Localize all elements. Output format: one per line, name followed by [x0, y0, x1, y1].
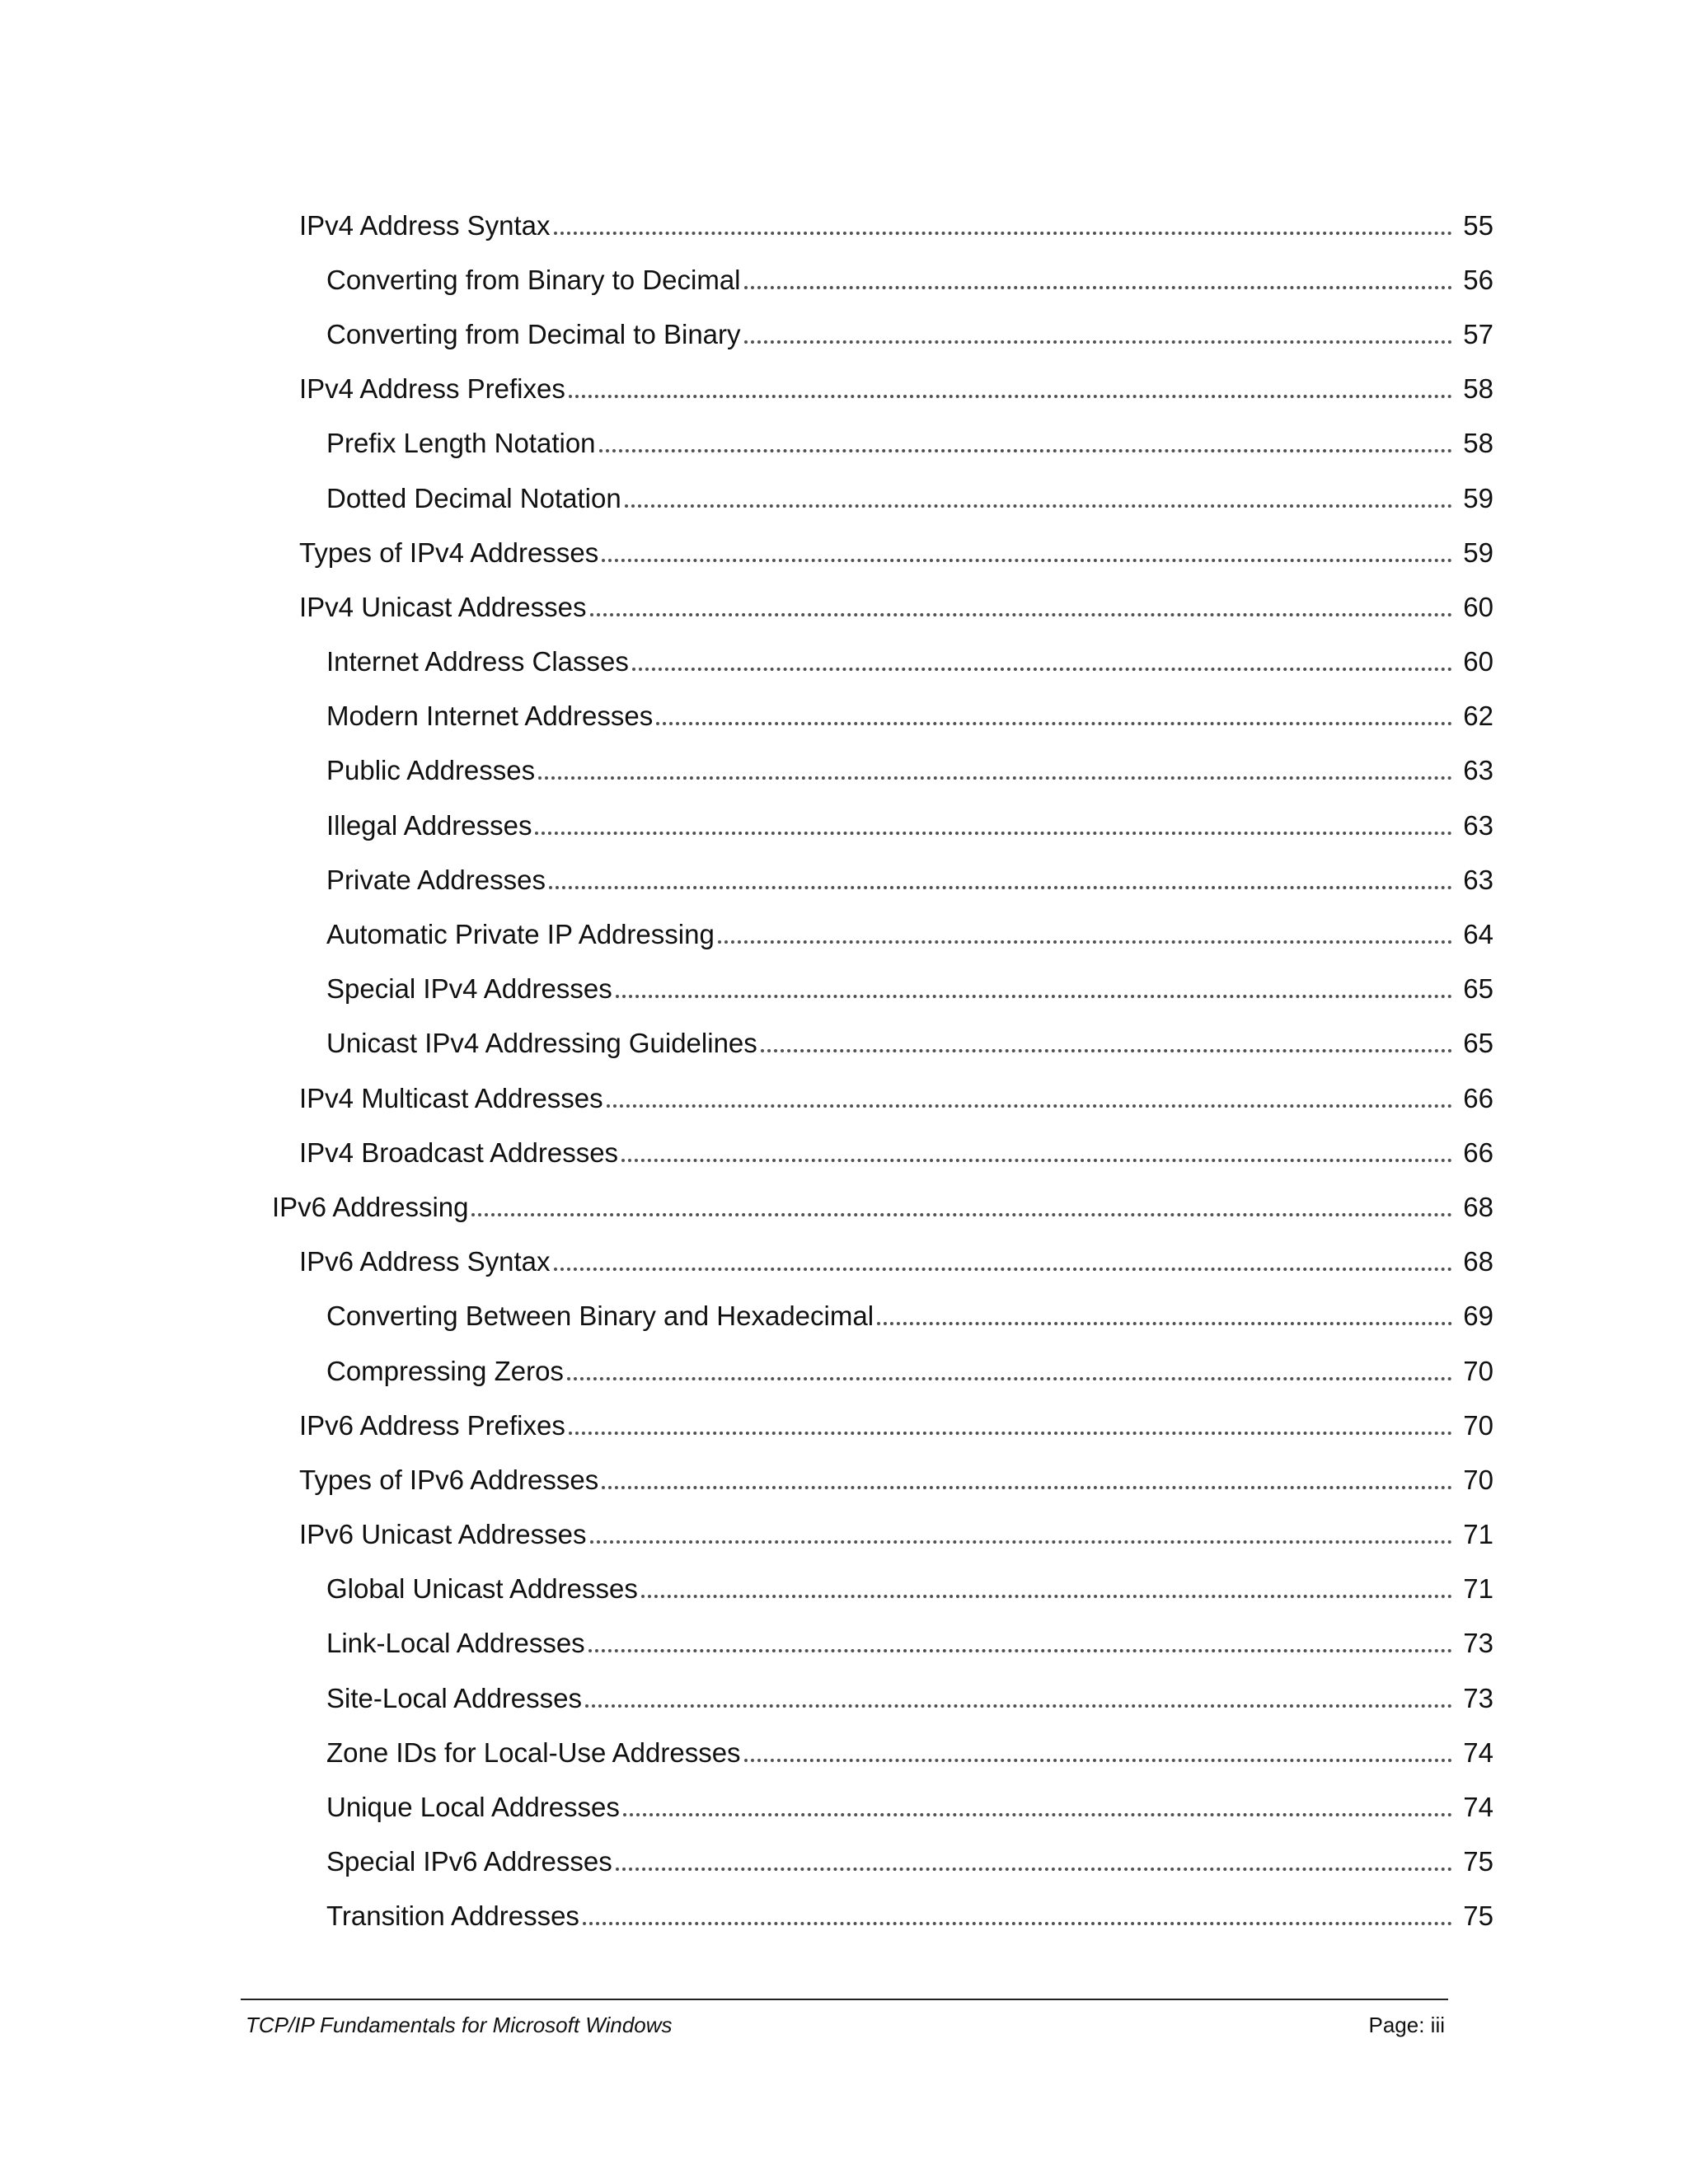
- toc-dot-leader: [625, 504, 1452, 508]
- toc-dot-leader: [621, 1158, 1452, 1162]
- toc-entry-page: 75: [1452, 1902, 1493, 1929]
- footer-page-number: Page: iii: [1368, 2013, 1445, 2037]
- toc-entry-page: 68: [1452, 1248, 1493, 1275]
- toc-entry-title: Private Addresses: [326, 866, 549, 893]
- toc-entry-title: Automatic Private IP Addressing: [326, 921, 718, 948]
- toc-entry-page: 73: [1452, 1629, 1493, 1657]
- toc-dot-leader: [569, 394, 1452, 398]
- toc-entry-page: 66: [1452, 1085, 1493, 1112]
- toc-dot-leader: [583, 1921, 1452, 1925]
- toc-entry-title: Global Unicast Addresses: [326, 1575, 641, 1602]
- toc-entry-page: 68: [1452, 1193, 1493, 1221]
- toc-entry[interactable]: [272, 252, 1493, 307]
- table-of-contents: [272, 198, 1493, 1943]
- toc-entry-page: 64: [1452, 921, 1493, 948]
- toc-entry-title: Modern Internet Addresses: [326, 702, 656, 729]
- toc-entry[interactable]: [272, 1071, 1493, 1125]
- toc-entry[interactable]: [272, 907, 1493, 961]
- toc-entry[interactable]: [272, 1779, 1493, 1834]
- toc-entry-page: 56: [1452, 266, 1493, 293]
- toc-entry-page: 70: [1452, 1466, 1493, 1493]
- toc-entry-title: Site-Local Addresses: [326, 1685, 585, 1712]
- toc-entry-title: IPv4 Address Prefixes: [299, 375, 569, 402]
- toc-dot-leader: [554, 231, 1453, 235]
- toc-entry-page: 59: [1452, 485, 1493, 512]
- toc-entry-page: 70: [1452, 1357, 1493, 1385]
- toc-entry-title: Types of IPv6 Addresses: [299, 1466, 602, 1493]
- toc-entry-page: 58: [1452, 429, 1493, 457]
- toc-entry-title: IPv6 Addressing: [272, 1193, 471, 1221]
- toc-entry[interactable]: [272, 1835, 1493, 1889]
- toc-entry[interactable]: [272, 1725, 1493, 1779]
- toc-dot-leader: [590, 612, 1453, 616]
- toc-entry[interactable]: [272, 525, 1493, 579]
- toc-dot-leader: [744, 340, 1452, 344]
- toc-entry-title: Link-Local Addresses: [326, 1629, 588, 1657]
- toc-entry-title: Compressing Zeros: [326, 1357, 567, 1385]
- toc-entry[interactable]: [272, 1016, 1493, 1071]
- toc-entry-page: 71: [1452, 1575, 1493, 1602]
- toc-dot-leader: [607, 1104, 1452, 1108]
- toc-dot-leader: [744, 285, 1452, 289]
- toc-entry-title: Zone IDs for Local-Use Addresses: [326, 1739, 744, 1766]
- toc-entry[interactable]: [272, 1616, 1493, 1671]
- toc-entry-page: 74: [1452, 1739, 1493, 1766]
- toc-entry-page: 60: [1452, 593, 1493, 621]
- toc-entry-title: IPv6 Unicast Addresses: [299, 1521, 590, 1548]
- toc-entry-page: 75: [1452, 1848, 1493, 1875]
- toc-entry-title: IPv6 Address Prefixes: [299, 1412, 569, 1439]
- toc-entry-title: Dotted Decimal Notation: [326, 485, 625, 512]
- toc-dot-leader: [554, 1267, 1453, 1271]
- toc-entry-page: 62: [1452, 702, 1493, 729]
- toc-entry-page: 58: [1452, 375, 1493, 402]
- toc-entry-title: Illegal Addresses: [326, 812, 535, 839]
- toc-entry-title: Unique Local Addresses: [326, 1793, 623, 1821]
- toc-dot-leader: [471, 1212, 1452, 1216]
- toc-entry[interactable]: [272, 1889, 1493, 1943]
- toc-entry-page: 70: [1452, 1412, 1493, 1439]
- toc-entry-title: IPv6 Address Syntax: [299, 1248, 554, 1275]
- toc-entry-page: 55: [1452, 212, 1493, 239]
- toc-dot-leader: [588, 1648, 1452, 1652]
- toc-entry[interactable]: [272, 962, 1493, 1016]
- toc-entry-title: Special IPv6 Addresses: [326, 1848, 616, 1875]
- toc-dot-leader: [535, 831, 1452, 835]
- toc-dot-leader: [877, 1321, 1452, 1325]
- toc-entry-page: 57: [1452, 321, 1493, 348]
- toc-entry-page: 59: [1452, 539, 1493, 566]
- toc-entry-title: IPv4 Broadcast Addresses: [299, 1139, 621, 1166]
- toc-entry[interactable]: [272, 798, 1493, 852]
- toc-entry-page: 63: [1452, 812, 1493, 839]
- toc-entry[interactable]: [272, 307, 1493, 361]
- toc-entry-title: Converting from Decimal to Binary: [326, 321, 744, 348]
- toc-entry-page: 66: [1452, 1139, 1493, 1166]
- toc-entry-title: Special IPv4 Addresses: [326, 975, 616, 1002]
- toc-dot-leader: [623, 1812, 1452, 1816]
- toc-entry[interactable]: [272, 743, 1493, 798]
- toc-entry-page: 60: [1452, 648, 1493, 675]
- toc-dot-leader: [569, 1431, 1452, 1435]
- toc-entry-page: 65: [1452, 1029, 1493, 1057]
- toc-dot-leader: [656, 721, 1452, 725]
- toc-dot-leader: [744, 1758, 1452, 1762]
- toc-dot-leader: [616, 1867, 1452, 1871]
- toc-entry-title: IPv4 Address Syntax: [299, 212, 554, 239]
- toc-entry[interactable]: [272, 416, 1493, 471]
- toc-entry[interactable]: [272, 1289, 1493, 1343]
- toc-entry[interactable]: [272, 1125, 1493, 1179]
- toc-entry[interactable]: [272, 689, 1493, 743]
- toc-entry[interactable]: [272, 635, 1493, 689]
- toc-entry-title: Internet Address Classes: [326, 648, 632, 675]
- footer-book-title: TCP/IP Fundamentals for Microsoft Windows: [246, 2013, 673, 2037]
- toc-entry[interactable]: [272, 1235, 1493, 1289]
- toc-entry-title: Prefix Length Notation: [326, 429, 599, 457]
- toc-dot-leader: [567, 1376, 1452, 1380]
- toc-entry-title: Public Addresses: [326, 757, 538, 784]
- toc-entry-title: Transition Addresses: [326, 1902, 583, 1929]
- toc-entry[interactable]: [272, 579, 1493, 634]
- toc-entry[interactable]: [272, 1452, 1493, 1507]
- toc-entry-title: Converting from Binary to Decimal: [326, 266, 744, 293]
- toc-dot-leader: [585, 1704, 1452, 1708]
- toc-dot-leader: [590, 1540, 1453, 1544]
- toc-entry-page: 63: [1452, 866, 1493, 893]
- toc-entry[interactable]: [272, 852, 1493, 907]
- toc-dot-leader: [718, 940, 1452, 944]
- toc-entry[interactable]: [272, 1179, 1493, 1234]
- footer-divider: [241, 1999, 1448, 2000]
- toc-entry[interactable]: [272, 1562, 1493, 1616]
- toc-entry-page: 74: [1452, 1793, 1493, 1821]
- toc-entry-title: Converting Between Binary and Hexadecimal: [326, 1302, 877, 1329]
- toc-entry[interactable]: [272, 1343, 1493, 1398]
- toc-dot-leader: [549, 885, 1452, 889]
- toc-entry[interactable]: [272, 362, 1493, 416]
- toc-entry[interactable]: [272, 1671, 1493, 1725]
- toc-entry[interactable]: [272, 198, 1493, 252]
- toc-entry-page: 71: [1452, 1521, 1493, 1548]
- toc-entry-title: Unicast IPv4 Addressing Guidelines: [326, 1029, 761, 1057]
- toc-entry-page: 65: [1452, 975, 1493, 1002]
- toc-entry-title: Types of IPv4 Addresses: [299, 539, 602, 566]
- toc-dot-leader: [616, 994, 1452, 998]
- toc-entry-page: 73: [1452, 1685, 1493, 1712]
- toc-entry[interactable]: [272, 1507, 1493, 1562]
- toc-entry-page: 69: [1452, 1302, 1493, 1329]
- toc-dot-leader: [538, 776, 1452, 780]
- toc-dot-leader: [632, 667, 1452, 671]
- toc-entry[interactable]: [272, 1398, 1493, 1452]
- toc-dot-leader: [761, 1048, 1452, 1052]
- toc-dot-leader: [599, 448, 1452, 452]
- toc-dot-leader: [602, 1485, 1452, 1489]
- toc-dot-leader: [641, 1594, 1452, 1598]
- toc-entry-title: IPv4 Unicast Addresses: [299, 593, 590, 621]
- toc-entry[interactable]: [272, 471, 1493, 525]
- toc-dot-leader: [602, 558, 1452, 562]
- toc-entry-page: 63: [1452, 757, 1493, 784]
- toc-entry-title: IPv4 Multicast Addresses: [299, 1085, 607, 1112]
